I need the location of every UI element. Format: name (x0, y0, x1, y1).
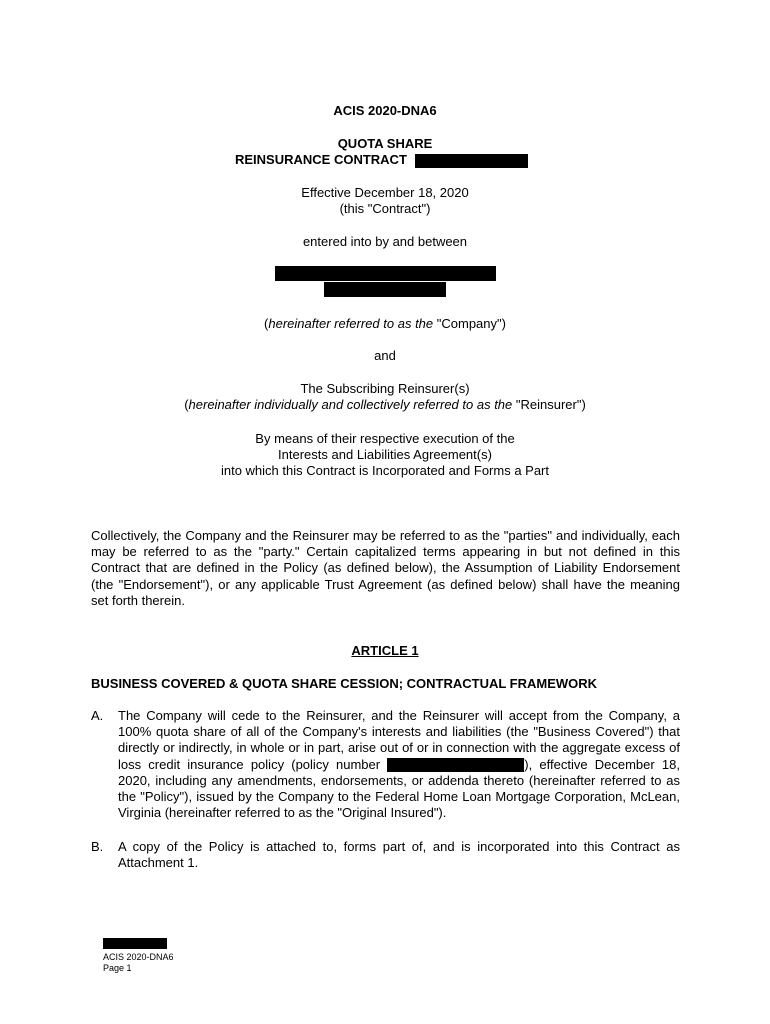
list-item-label: B. (91, 839, 104, 854)
list-item-text (118, 708, 680, 821)
title-line-2-text: REINSURANCE CONTRACT (235, 152, 407, 167)
company-reference-name: "Company") (436, 316, 506, 331)
article-heading: BUSINESS COVERED & QUOTA SHARE CESSION; CONTRACTUAL FRAMEWORK (91, 676, 598, 691)
title-line-1: QUOTA SHARE (337, 136, 433, 151)
entered-into-line: entered into by and between (302, 234, 468, 249)
company-reference: (hereinafter referred to as the "Company") (264, 316, 506, 331)
title-line-2 (235, 152, 528, 168)
redacted-company-name (275, 266, 496, 281)
and-conjunction: and (374, 348, 396, 363)
redaction-block (415, 154, 528, 168)
list-item-text-part-1: The Company will cede to the Reinsurer, and the Reinsurer will accept from the Company, a 100% quota share of all of the Company's interests and liabilities (the "Business Covered") that directly or indirectly, in whole or in part, arise out of or in connection with the aggregate excess of loss credit insurance policy (policy number (118, 708, 680, 772)
reinsurer-reference: (hereinafter individually and collectively referred to as the "Reinsurer") (184, 397, 586, 412)
list-item-text-part-2: ), effective December 18, 2020, including any amendments, endorsements, or addenda thereto (hereinafter referred to as the "Policy"), issued by the Company to the Federal Home Loan Mortgage Corporation, McLean, Virginia (hereinafter referred to as the "Original Insured"). (118, 756, 680, 821)
footer-page-number: Page 1 (103, 963, 132, 973)
means-line-3: into which this Contract is Incorporated and Forms a Part (220, 463, 550, 478)
this-contract-note: (this "Contract") (339, 201, 431, 216)
article-number: ARTICLE 1 (351, 643, 419, 658)
list-item-text: A copy of the Policy is attached to, forms part of, and is incorporated into this Contract as Attachment 1. (118, 839, 680, 871)
list-item-label: A. (91, 708, 104, 723)
means-line-2: Interests and Liabilities Agreement(s) (278, 447, 492, 462)
intro-paragraph: Collectively, the Company and the Reinsurer may be referred to as the "parties" and individually, each may be referred to as the "party." Certain capitalized terms appearing in but not defined in this Contract that are defined in the Policy (as defined below), the Assumption of Liability Endorsement (the "Endorsement"), or any applicable Trust Agreement (as defined below) shall have the meaning set forth therein. (91, 528, 680, 608)
company-reference-italic: hereinafter referred to as the (268, 316, 434, 331)
effective-date: Effective December 18, 2020 (301, 185, 469, 200)
footer-redaction (103, 938, 167, 949)
redacted-policy-number (387, 758, 524, 772)
means-line-1: By means of their respective execution of the (255, 431, 515, 446)
footer-doc-id: ACIS 2020-DNA6 (103, 952, 174, 962)
reinsurer-reference-name: "Reinsurer") (515, 397, 586, 412)
redacted-company-location (324, 282, 446, 297)
reinsurer-name: The Subscribing Reinsurer(s) (300, 381, 470, 396)
doc-id-heading: ACIS 2020-DNA6 (333, 103, 437, 118)
reinsurer-reference-italic: hereinafter individually and collectively referred to as the (188, 397, 513, 412)
